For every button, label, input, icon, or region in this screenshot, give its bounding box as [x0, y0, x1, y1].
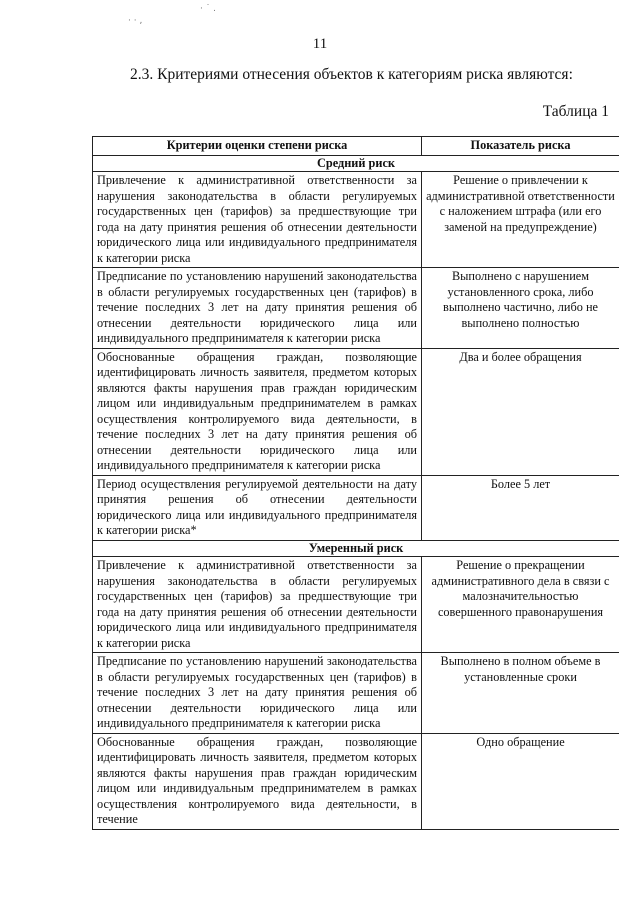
group-title: Умеренный риск — [93, 540, 620, 557]
table-row — [93, 475, 620, 540]
indicator-cell: Два и более обращения — [422, 348, 620, 475]
table-row — [93, 733, 620, 829]
table-label: Таблица 1 — [542, 103, 609, 120]
page-number: 11 — [312, 36, 328, 52]
group-row-medium-risk — [93, 155, 620, 172]
header-indicator: Показатель риска — [422, 137, 620, 156]
group-title: Средний риск — [93, 155, 620, 172]
table-row — [93, 348, 620, 475]
risk-criteria-table — [92, 136, 619, 830]
scan-artifact: · · , — [128, 16, 143, 26]
table-row — [93, 653, 620, 734]
scan-artifact: · ˙ . — [200, 4, 216, 14]
criterion-cell: Предписание по установлению нарушений законодательства в области регулируемых государственных цен (тарифов) в течение последних 3 лет на дату принятия решения об отнесении деятельности юридического лица или индивидуального предпринимателя к категории риска — [93, 268, 422, 349]
criterion-cell: Обоснованные обращения граждан, позволяющие идентифицировать личность заявителя, предметом которых являются факты нарушения прав граждан юридическим лицом или индивидуальным предпринимателем в рамках осуществления контролируемого вида деятельности, в течение — [93, 733, 422, 829]
section-heading: 2.3. Критериями отнесения объектов к категориям риска являются: — [130, 66, 573, 83]
indicator-cell: Решение о привлечении к административной ответственности с наложением штрафа (или его заменой на предупреждение) — [422, 172, 620, 268]
indicator-cell: Более 5 лет — [422, 475, 620, 540]
table-row — [93, 172, 620, 268]
indicator-cell: Выполнено в полном объеме в установленные сроки — [422, 653, 620, 734]
table-row — [93, 557, 620, 653]
indicator-cell: Выполнено с нарушением установленного срока, либо выполнено частично, либо не выполнено полностью — [422, 268, 620, 349]
risk-criteria-table-container — [92, 136, 619, 905]
criterion-cell: Привлечение к административной ответственности за нарушения законодательства в области регулируемых государственных цен (тарифов) за предшествующие три года на дату принятия решения об отнесении деятельности юридического лица или индивидуального предпринимателя к категории риска — [93, 557, 422, 653]
criterion-cell: Обоснованные обращения граждан, позволяющие идентифицировать личность заявителя, предметом которых являются факты нарушения прав граждан юридическим лицом или индивидуальным предпринимателем в рамках осуществления контролируемого вида деятельности, в течение последних 3 лет на дату принятия решения об отнесении деятельности юридического лица или индивидуального предпринимателя к категории риска — [93, 348, 422, 475]
criterion-cell: Предписание по установлению нарушений законодательства в области регулируемых государственных цен (тарифов) в течение последних 3 лет на дату принятия решения об отнесении деятельности юридического лица или индивидуального предпринимателя к категории риска — [93, 653, 422, 734]
table-header-row — [93, 137, 620, 156]
header-criteria: Критерии оценки степени риска — [93, 137, 422, 156]
criterion-cell: Период осуществления регулируемой деятельности на дату принятия решения об отнесении деятельности юридического лица или индивидуального предпринимателя к категории риска* — [93, 475, 422, 540]
group-row-moderate-risk — [93, 540, 620, 557]
indicator-cell: Решение о прекращении административного дела в связи с малозначительностью совершенного правонарушения — [422, 557, 620, 653]
table-row — [93, 268, 620, 349]
indicator-cell: Одно обращение — [422, 733, 620, 829]
criterion-cell: Привлечение к административной ответственности за нарушения законодательства в области регулируемых государственных цен (тарифов) за предшествующие три года на дату принятия решения об отнесении деятельности юридического лица или индивидуального предпринимателя к категории риска — [93, 172, 422, 268]
